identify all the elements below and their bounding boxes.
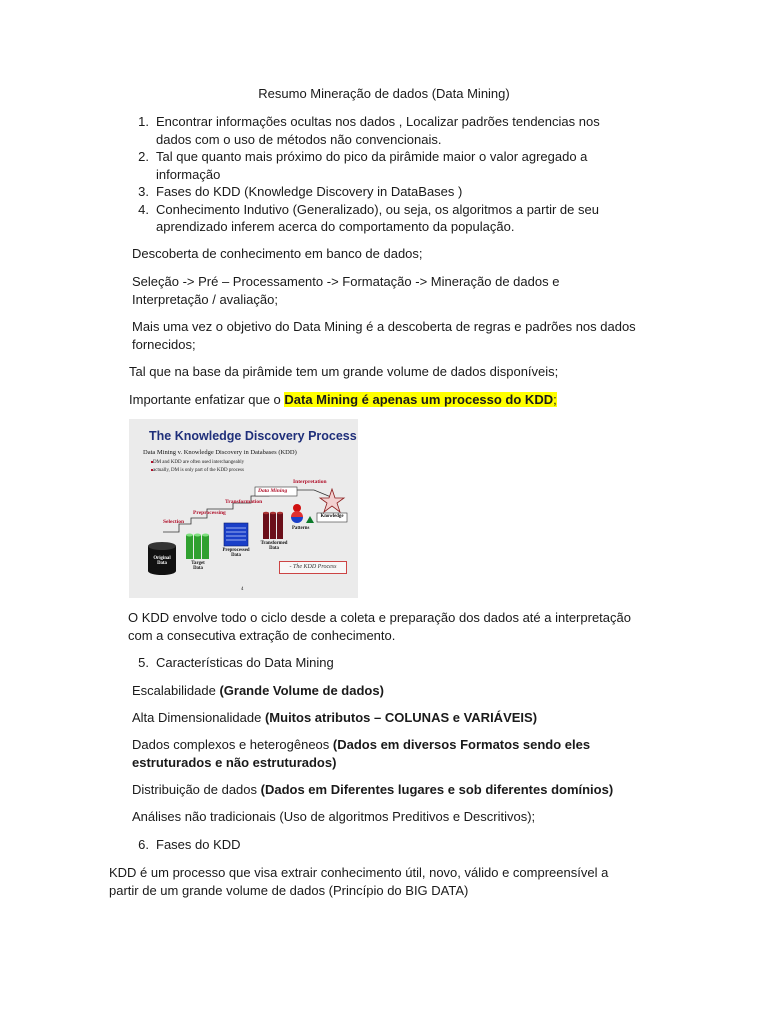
knowledge-star-icon xyxy=(320,489,344,512)
label-line: Data xyxy=(157,561,167,566)
highlighted-text: Data Mining é apenas um processo do KDD xyxy=(284,392,554,407)
paragraph-line: Seleção -> Pré – Processamento -> Formatação -> Mineração de dados e xyxy=(132,274,560,289)
label-target-data xyxy=(187,561,209,571)
characteristic-detail: (Dados em Diferentes lugares e sob diferentes domínios) xyxy=(260,782,614,797)
document-title: Resumo Mineração de dados (Data Mining) xyxy=(258,86,510,101)
list-item-text: Encontrar informações ocultas nos dados , Localizar padrões tendencias nos xyxy=(156,114,600,129)
list-item-6 xyxy=(131,836,241,854)
figure-bullet: Data Mining v. Knowledge Discovery in Databases (KDD) xyxy=(143,449,297,456)
list-item-text: Conhecimento Indutivo (Generalizado), ou seja, os algoritmos a partir de seu xyxy=(156,201,599,217)
label-line: Data xyxy=(231,553,241,558)
preprocessed-data-stack-icon xyxy=(224,523,248,546)
characteristic-label: Distribuição de dados xyxy=(132,782,261,797)
stage-label-interpretation: Interpretation xyxy=(293,479,327,485)
label-line: Target xyxy=(191,561,205,566)
stage-label-transformation: Transformation xyxy=(225,499,263,505)
figure-title: The Knowledge Discovery Process xyxy=(149,429,357,443)
paragraph-base-piramide: Tal que na base da pirâmide tem um grande volume de dados disponíveis; xyxy=(129,364,559,379)
list-item-1 xyxy=(131,113,600,148)
characteristic-dados-complexos xyxy=(132,736,652,772)
paragraph-kdd-ciclo xyxy=(128,609,688,645)
list-item-text-cont: dados com o uso de métodos não convencionais. xyxy=(156,131,442,147)
numbered-list-item-5 xyxy=(131,654,334,672)
list-item-text: Fases do KDD (Knowledge Discovery in DataBases ) xyxy=(156,184,463,199)
patterns-shapes-icon xyxy=(291,504,314,523)
transformed-data-cylinders-icon xyxy=(263,512,283,539)
label-original-data xyxy=(149,556,175,566)
list-item-2 xyxy=(131,148,600,183)
list-item-5 xyxy=(131,654,334,672)
label-line: Preprocessed xyxy=(222,548,250,553)
characteristic-label: Alta Dimensionalidade xyxy=(132,710,265,725)
kdd-process-figure xyxy=(129,419,358,598)
list-item-text: Fases do KDD xyxy=(156,837,241,852)
figure-subbullet: actually, DM is only part of the KDD process xyxy=(153,468,244,473)
highlighted-punct: ; xyxy=(553,392,557,407)
list-item-text-cont: informação xyxy=(156,166,221,182)
list-item-4 xyxy=(131,201,600,236)
label-knowledge: Knowledge xyxy=(320,514,344,519)
label-line: Data xyxy=(269,546,279,551)
characteristic-escalabilidade xyxy=(132,682,672,700)
paragraph-text: Importante enfatizar que o xyxy=(129,392,285,407)
paragraph-line: com a consecutiva extração de conhecimento. xyxy=(128,628,396,643)
paragraph-importante xyxy=(129,391,669,409)
paragraph-line: KDD é um processo que visa extrair conhecimento útil, novo, válido e compreensível a xyxy=(109,865,609,880)
paragraph-line: partir de um grande volume de dados (Princípio do BIG DATA) xyxy=(109,883,469,898)
list-item-text: Tal que quanto mais próximo do pico da pirâmide maior o valor agregado a xyxy=(156,149,588,164)
characteristic-label: Dados complexos e heterogêneos xyxy=(132,737,333,752)
list-item-text: Características do Data Mining xyxy=(156,655,334,670)
numbered-list-item-6 xyxy=(131,836,241,854)
paragraph-line: O KDD envolve todo o ciclo desde a coleta e preparação dos dados até a interpretação xyxy=(128,610,631,625)
characteristic-label: Escalabilidade xyxy=(132,683,220,698)
characteristic-analises: Análises não tradicionais (Uso de algoritmos Preditivos e Descritivos); xyxy=(132,809,536,824)
characteristic-detail-cont: estruturados e não estruturados) xyxy=(132,755,337,770)
label-line: Transformed xyxy=(260,541,288,546)
paragraph-line: Interpretação / avaliação; xyxy=(132,292,278,307)
paragraph-descoberta: Descoberta de conhecimento em banco de dados; xyxy=(132,246,423,261)
stage-label-selection: Selection xyxy=(163,519,185,525)
list-number: 5. xyxy=(138,655,149,670)
characteristic-dimensionalidade xyxy=(132,709,672,727)
label-line: Original xyxy=(153,556,171,561)
numbered-list-main xyxy=(131,113,600,236)
characteristic-detail: (Muitos atributos – COLUNAS e VARIÁVEIS) xyxy=(264,710,538,725)
figure-page-mark: 4 xyxy=(241,587,244,592)
stage-label-data-mining: Data Mining xyxy=(258,488,288,494)
label-preprocessed-data xyxy=(221,548,251,558)
list-number: 2. xyxy=(138,149,149,164)
label-line: Data xyxy=(193,566,203,571)
characteristic-distribuicao xyxy=(132,781,672,799)
label-patterns: Patterns xyxy=(292,526,310,531)
list-item-3 xyxy=(131,183,600,201)
list-number: 3. xyxy=(138,184,149,199)
paragraph-objetivo xyxy=(132,318,692,354)
label-transformed-data xyxy=(259,541,289,551)
figure-caption: - The KDD Process xyxy=(279,561,347,574)
list-number: 6. xyxy=(138,837,149,852)
characteristic-detail: (Grande Volume de dados) xyxy=(219,683,384,698)
list-item-text-cont: aprendizado inferem acerca do comportamento da população. xyxy=(156,219,515,234)
target-data-cylinders-icon xyxy=(186,534,209,560)
paragraph-line: Mais uma vez o objetivo do Data Mining é a descoberta de regras e padrões nos dados xyxy=(132,319,636,334)
paragraph-kdd-definicao xyxy=(109,864,669,900)
list-number: 1. xyxy=(138,114,149,129)
paragraph-selecao xyxy=(132,273,672,309)
paragraph-line: fornecidos; xyxy=(132,337,196,352)
characteristic-detail: (Dados em diversos Formatos sendo eles xyxy=(332,737,591,752)
list-number: 4. xyxy=(138,201,149,217)
figure-subbullet: DM and KDD are often used interchangeably xyxy=(153,460,245,465)
stage-label-preprocessing: Preprocessing xyxy=(193,510,226,516)
